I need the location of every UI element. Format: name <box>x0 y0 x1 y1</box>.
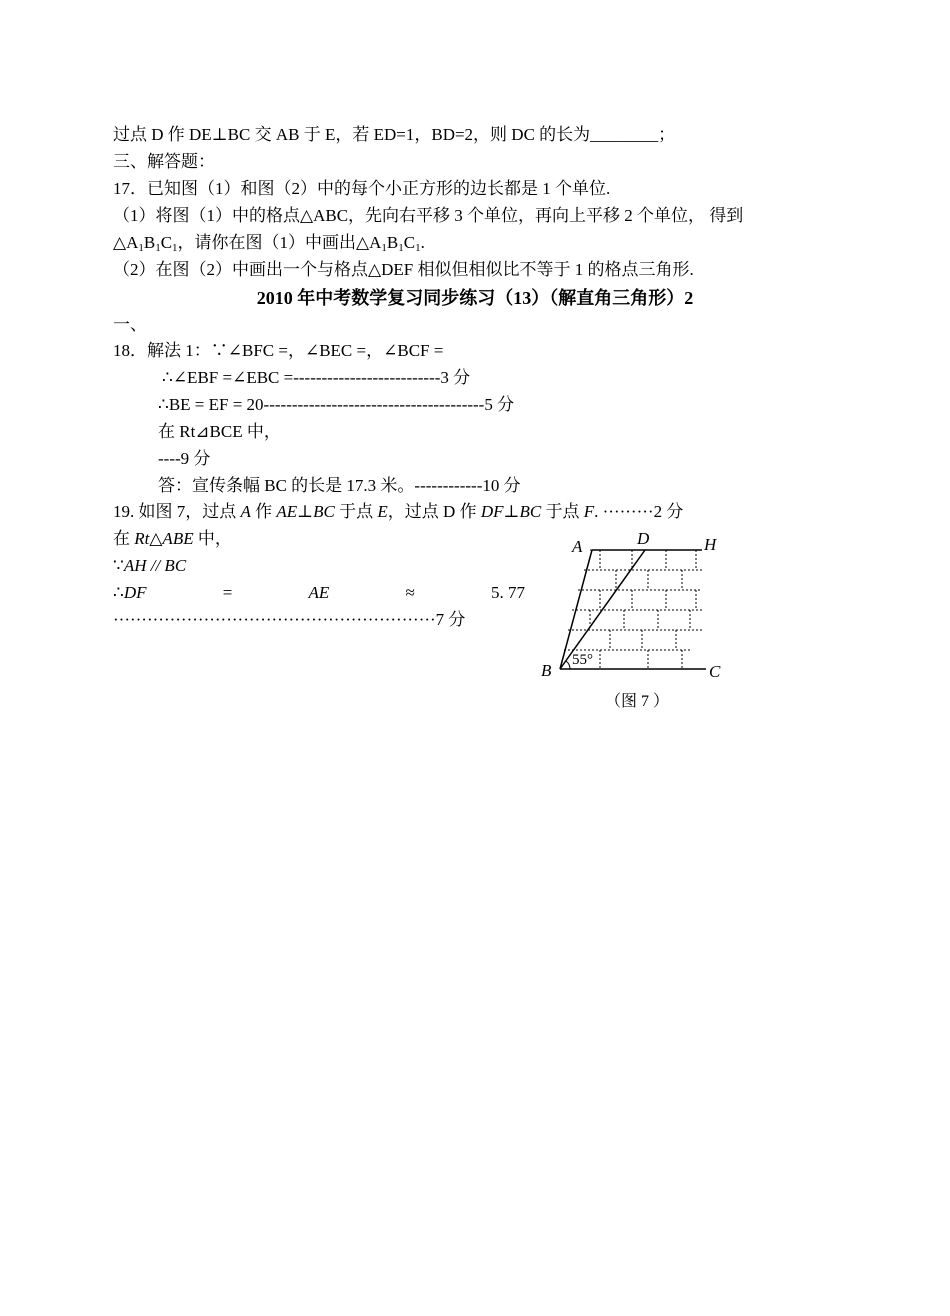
subscript: 1 <box>155 242 161 254</box>
problem-17-part-2: （2）在图（2）中画出一个与格点△DEF 相似但相似比不等于 1 的格点三角形. <box>113 260 694 279</box>
math-var: AH // BC <box>123 556 187 575</box>
problem-18-step-1: ∴∠EBF =∠EBC =--------------------------3 分 <box>162 368 471 387</box>
math-var: A <box>240 502 251 521</box>
text: = <box>222 583 233 602</box>
math-var: AE <box>308 583 330 602</box>
text: ≈ <box>405 583 415 602</box>
text: 作 <box>250 502 277 521</box>
label-A: A <box>572 537 583 556</box>
text: ⊥ <box>297 502 314 521</box>
problem-18-step-3: 在 Rt⊿BCE 中， <box>158 422 281 441</box>
problem-17-part-1-cont <box>113 232 425 254</box>
problem-19 <box>113 501 683 523</box>
text: C <box>403 233 416 252</box>
math-var: BC <box>313 502 335 521</box>
text: ，请你在图（1）中画出△A <box>177 233 382 252</box>
label-H: H <box>704 535 717 554</box>
problem-17: 17．已知图（1）和图（2）中的每个小正方形的边长都是 1 个单位. <box>113 179 611 198</box>
problem-19-step-1 <box>113 528 232 550</box>
math-var: Rt△ABE <box>134 529 194 548</box>
problem-18-step-4: ----9 分 <box>158 449 211 468</box>
math-var: F <box>583 502 595 521</box>
text: 中， <box>193 529 232 548</box>
label-D: D <box>637 529 650 548</box>
problem-18-answer: 答：宣传条幅 BC 的长是 17.3 米。------------10 分 <box>158 476 521 495</box>
angle-label: 55° <box>572 652 593 668</box>
text: 19. 如图 7，过点 <box>113 502 241 521</box>
problem-18-step-2: ∴BE = EF = 20---------------------------------------5 分 <box>158 395 515 414</box>
problem-19-score: ·························································7 分 <box>113 610 466 629</box>
text: ⊥ <box>503 502 520 521</box>
text: B <box>143 233 156 252</box>
text: 在 <box>113 529 135 548</box>
problem-17-part-1: （1）将图（1）中的格点△ABC，先向右平移 3 个单位，再向上平移 2 个单位， 得到 <box>113 206 744 225</box>
text: △A <box>113 233 139 252</box>
text-line-1: 过点 D 作 DE⊥BC 交 AB 于 E，若 ED=1，BD=2，则 DC 的长为________； <box>113 125 676 144</box>
subscript: 1 <box>172 242 178 254</box>
subscript: 1 <box>398 242 404 254</box>
math-var: DF <box>480 502 504 521</box>
page-title: 2010 年中考数学复习同步练习（13）（解直角三角形）2 <box>256 288 694 308</box>
math-var: AE <box>276 502 298 521</box>
therefore-symbol: ∴ <box>113 583 124 602</box>
figure-caption: （图 7 ） <box>605 693 670 710</box>
value: 5. 77 <box>490 583 525 602</box>
figure-7 <box>530 525 730 685</box>
subscript: 1 <box>381 242 387 254</box>
text: . ·········2 分 <box>594 502 684 521</box>
text: 于点 <box>541 502 584 521</box>
label-B: B <box>541 661 552 680</box>
angle-arc <box>566 661 570 669</box>
problem-18: 18．解法 1：∵∠BFC =，∠BEC =，∠BCF = <box>113 341 444 360</box>
math-var: E <box>377 502 388 521</box>
text: ∵ <box>113 556 124 575</box>
subscript: 1 <box>138 242 144 254</box>
label-C: C <box>709 662 721 681</box>
problem-19-step-3 <box>113 582 525 604</box>
subscript: 1 <box>415 242 421 254</box>
text: ，过点 D 作 <box>387 502 481 521</box>
text: . <box>420 233 425 252</box>
math-var: BC <box>519 502 542 521</box>
problem-19-step-2 <box>113 555 186 577</box>
section-heading-answers: 三、解答题： <box>113 152 215 171</box>
math-var: DF <box>123 583 147 602</box>
section-one: 一、 <box>113 315 147 334</box>
text <box>113 582 147 604</box>
text: B <box>386 233 399 252</box>
text: 于点 <box>334 502 378 521</box>
text: C <box>160 233 173 252</box>
